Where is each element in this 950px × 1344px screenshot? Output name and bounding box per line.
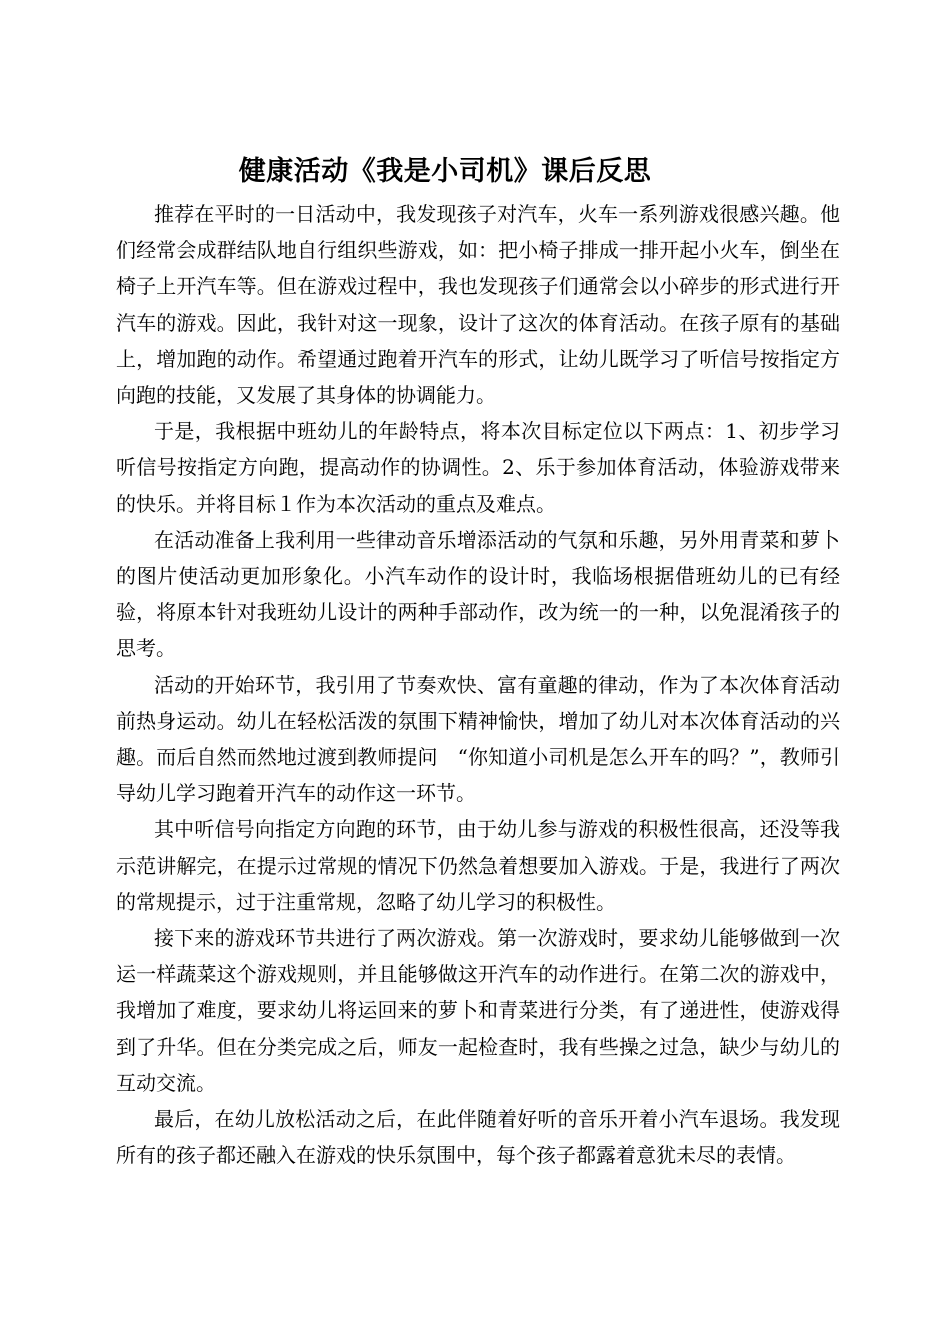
paragraph-2: 于是，我根据中班幼儿的年龄特点，将本次目标定位以下两点：1、初步学习听信号按指定方向跑，提高动作的协调性。2、乐于参加体育活动，体验游戏带来的快乐。并将目标１作为本次活动的重点及难点。 bbox=[116, 419, 840, 516]
paragraph-5: 其中听信号向指定方向跑的环节，由于幼儿参与游戏的积极性很高，还没等我示范讲解完，在提示过常规的情况下仍然急着想要加入游戏。于是，我进行了两次的常规提示，过于注重常规，忽略了幼儿学习的积极性。 bbox=[116, 817, 840, 914]
paragraph-3: 在活动准备上我利用一些律动音乐增添活动的气氛和乐趣，另外用青菜和萝卜的图片使活动更加形象化。小汽车动作的设计时，我临场根据借班幼儿的已有经验，将原本针对我班幼儿设计的两种手部动作，改为统一的一种，以免混淆孩子的思考。 bbox=[116, 527, 840, 661]
paragraph-4: 活动的开始环节，我引用了节奏欢快、富有童趣的律动，作为了本次体育活动前热身运动。幼儿在轻松活泼的氛围下精神愉快，增加了幼儿对本次体育活动的兴趣。而后自然而然地过渡到教师提问 “你知道小司机是怎么开车的吗？”，教师引导幼儿学习跑着开汽车的动作这一环节。 bbox=[116, 672, 840, 806]
paragraph-7: 最后，在幼儿放松活动之后，在此伴随着好听的音乐开着小汽车退场。我发现所有的孩子都还融入在游戏的快乐氛围中，每个孩子都露着意犹未尽的表情。 bbox=[116, 1107, 840, 1168]
paragraph-1: 推荐在平时的一日活动中，我发现孩子对汽车，火车一系列游戏很感兴趣。他们经常会成群结队地自行组织些游戏，如：把小椅子排成一排开起小火车，倒坐在椅子上开汽车等。但在游戏过程中，我也发现孩子们通常会以小碎步的形式进行开汽车的游戏。因此，我针对这一现象，设计了这次的体育活动。在孩子原有的基础上，增加跑的动作。希望通过跑着开汽车的形式，让幼儿既学习了听信号按指定方向跑的技能，又发展了其身体的协调能力。 bbox=[116, 202, 840, 408]
paragraph-6: 接下来的游戏环节共进行了两次游戏。第一次游戏时，要求幼儿能够做到一次运一样蔬菜这个游戏规则，并且能够做这开汽车的动作进行。在第二次的游戏中，我增加了难度，要求幼儿将运回来的萝卜和青菜进行分类，有了递进性，使游戏得到了升华。但在分类完成之后，师友一起检查时，我有些操之过急，缺少与幼儿的互动交流。 bbox=[116, 926, 840, 1095]
document-body bbox=[116, 196, 840, 1173]
page-title: 健康活动《我是小司机》课后反思 bbox=[238, 156, 652, 187]
